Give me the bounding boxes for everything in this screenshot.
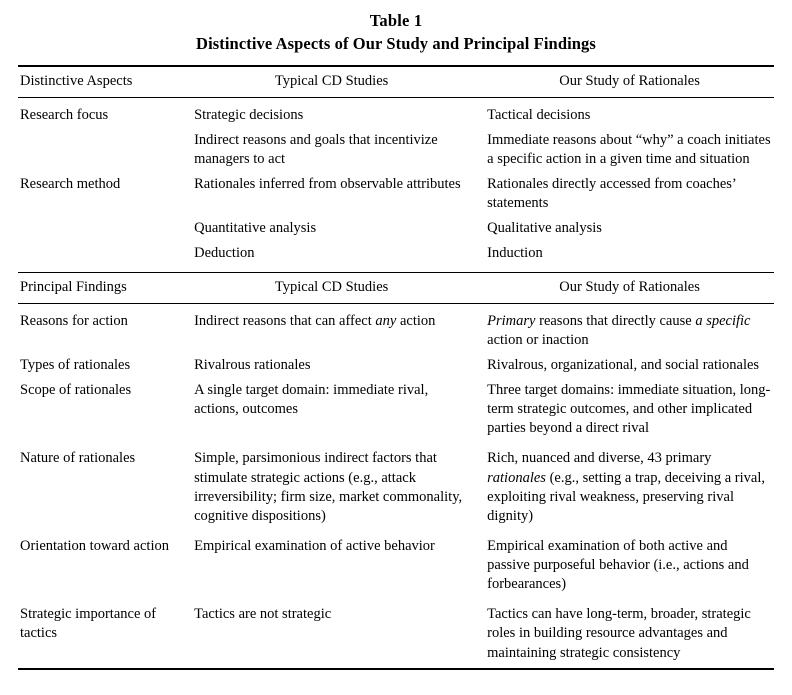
- table-row: [18, 309, 774, 353]
- row-label: Scope of rationales: [20, 382, 132, 399]
- row-ours: Immediate reasons about “why” a coach initiates a specific action in a given time and situation: [487, 131, 771, 167]
- table-caption: Distinctive Aspects of Our Study and Principal Findings: [196, 33, 596, 53]
- row-label: Research method: [20, 176, 121, 193]
- row-label: Nature of rationales: [20, 450, 136, 467]
- row-typical: Rivalrous rationales: [194, 356, 311, 373]
- row-typical-pre: Indirect reasons that can affect: [194, 312, 376, 329]
- table-row: [18, 216, 774, 241]
- table-title: [18, 10, 774, 56]
- row-label: Strategic importance of tactics: [20, 606, 157, 642]
- table-row: [18, 597, 774, 665]
- section1-header-row: [18, 66, 774, 98]
- section1-header-col3: Our Study of Rationales: [479, 66, 774, 98]
- row-typical: Strategic decisions: [194, 106, 304, 123]
- row-ours: Tactical decisions: [487, 106, 591, 123]
- section2-header-col3: Our Study of Rationales: [479, 272, 774, 303]
- row-ours: Rivalrous, organizational, and social rationales: [487, 356, 760, 373]
- row-typical: Deduction: [194, 245, 255, 262]
- row-typical-post: action: [396, 312, 436, 329]
- row-label: Orientation toward action: [20, 537, 169, 554]
- row-ours-emphasis-2: a specific: [695, 312, 751, 329]
- row-label: [18, 128, 188, 172]
- section1-header-col1: Distinctive Aspects: [18, 66, 188, 98]
- table-row: [18, 441, 774, 529]
- row-typical: A single target domain: immediate rival, actions, outcomes: [194, 382, 429, 418]
- section2-header-col2: Typical CD Studies: [188, 272, 479, 303]
- row-label: Reasons for action: [20, 312, 128, 329]
- table-row: [18, 172, 774, 216]
- row-typical: [188, 309, 479, 353]
- table-row: [18, 529, 774, 597]
- row-ours: Three target domains: immediate situation, long-term strategic outcomes, and other implicated parties beyond a direct rival: [487, 382, 771, 437]
- table-row: [18, 103, 774, 128]
- row-ours: Qualitative analysis: [487, 220, 602, 237]
- row-typical: Quantitative analysis: [194, 220, 317, 237]
- section2-header-col1: Principal Findings: [18, 272, 188, 303]
- table-row: [18, 241, 774, 266]
- row-ours: [479, 309, 774, 353]
- table-row: [18, 128, 774, 172]
- table-bottom-rule: [18, 666, 774, 669]
- row-ours: Induction: [487, 245, 543, 262]
- row-typical: Tactics are not strategic: [194, 606, 332, 623]
- main-table: [18, 65, 774, 670]
- row-ours-emphasis: rationales: [487, 469, 546, 486]
- row-typical: Indirect reasons and goals that incentivize managers to act: [194, 131, 438, 167]
- row-typical: Simple, parsimonious indirect factors that stimulate strategic actions (e.g., attack irreversibility; firm size, market commonality, cognitive dispositions): [194, 450, 463, 524]
- row-ours-emphasis-1: Primary: [487, 312, 536, 329]
- section2-header-row: [18, 272, 774, 303]
- table-row: [18, 353, 774, 378]
- table-row: [18, 378, 774, 441]
- row-ours: Empirical examination of both active and passive purposeful behavior (i.e., actions and forbearances): [487, 537, 749, 593]
- row-label: [18, 241, 188, 266]
- table-number: Table 1: [369, 11, 423, 30]
- row-ours-mid: reasons that directly cause: [535, 312, 696, 329]
- row-typical: Empirical examination of active behavior: [194, 537, 435, 554]
- section1-header-col2: Typical CD Studies: [188, 66, 479, 98]
- row-typical: Rationales inferred from observable attributes: [194, 176, 461, 193]
- row-label: Research focus: [20, 106, 109, 123]
- row-ours-pre: Rich, nuanced and diverse, 43 primary: [487, 450, 712, 467]
- row-label: Types of rationales: [20, 356, 131, 373]
- row-ours: [479, 441, 774, 529]
- row-ours: Tactics can have long-term, broader, strategic roles in building resource advantages and maintaining strategic consistency: [487, 606, 751, 661]
- row-typical-emphasis: any: [375, 312, 397, 329]
- row-ours: Rationales directly accessed from coaches’ statements: [487, 176, 736, 212]
- row-label: [18, 216, 188, 241]
- row-ours-post: action or inaction: [487, 331, 589, 348]
- row-ours-post: (e.g., setting a trap, deceiving a rival, exploiting rival weakness, preserving rival dignity): [487, 469, 765, 524]
